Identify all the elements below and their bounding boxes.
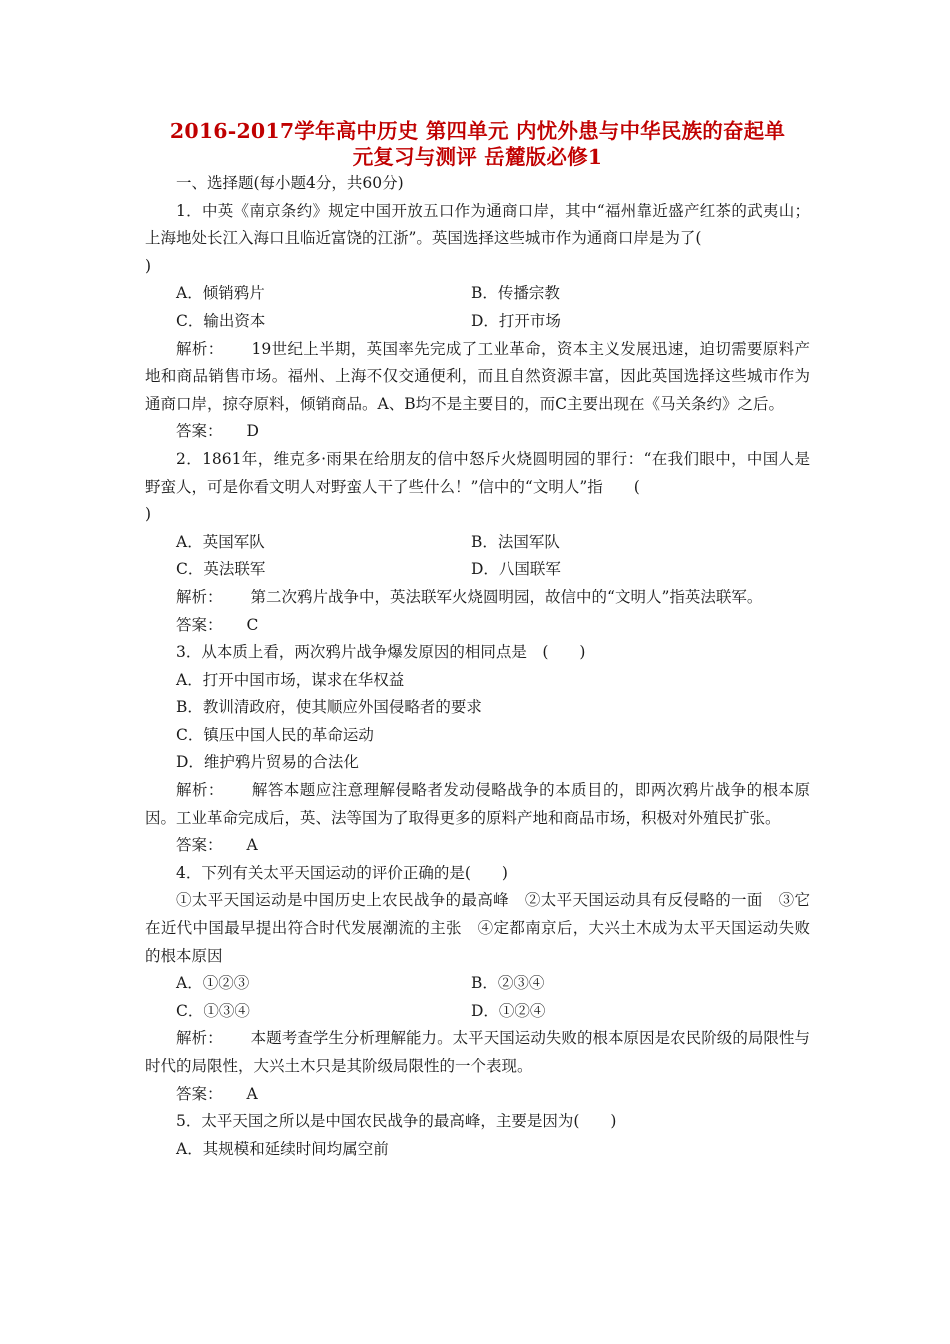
option-a: A．①②③ — [176, 974, 250, 993]
option-d: D．八国联军 — [471, 560, 561, 579]
option-b: B．法国军队 — [471, 532, 560, 551]
analysis-text: 解答本题应注意理解侵略者发动侵略战争的本质目的，即两次鸦片战争的根本原因。工业革命完成后，英、法等国为了取得更多的原料产地和商品市场，积极对外殖民扩张。 — [145, 781, 810, 827]
option-b: B．教训清政府，使其顺应外国侵略者的要求 — [176, 698, 482, 717]
option-d: D．维护鸦片贸易的合法化 — [176, 753, 359, 772]
question-5 — [145, 1108, 810, 1163]
answer — [145, 1081, 810, 1109]
analysis-text: 本题考查学生分析理解能力。太平天国运动失败的根本原因是农民阶级的局限性与时代的局限性，大兴土木只是其阶级局限性的一个表现。 — [145, 1029, 810, 1075]
question-1 — [145, 198, 810, 446]
option-c: C．英法联军 — [176, 560, 266, 579]
title-line-2: 元复习与测评 岳麓版必修1 — [352, 145, 603, 169]
answer-label: 答案： — [176, 1084, 223, 1103]
analysis-label: 解析： — [176, 1029, 223, 1048]
question-2 — [145, 446, 810, 639]
options-grid — [145, 280, 810, 335]
analysis-label: 解析： — [176, 587, 223, 606]
document-title — [145, 118, 810, 170]
analysis-label: 解析： — [176, 781, 224, 800]
section-heading: 一、选择题(每小题4分，共60分) — [176, 174, 404, 192]
options-grid — [145, 529, 810, 584]
answer-label: 答案： — [176, 836, 223, 855]
option-c: C．输出资本 — [176, 311, 266, 330]
answer-value: C — [246, 615, 259, 634]
answer-value: D — [246, 422, 259, 441]
option-d: D．打开市场 — [471, 311, 561, 330]
analysis-label: 解析： — [176, 339, 224, 358]
question-3 — [145, 639, 810, 860]
option-a: A．打开中国市场，谋求在华权益 — [176, 670, 405, 689]
option-a: A．倾销鸦片 — [176, 284, 265, 303]
question-stem-tail: ) — [145, 256, 152, 275]
analysis — [145, 777, 810, 832]
question-stem-tail: ) — [145, 505, 152, 524]
answer-value: A — [246, 836, 258, 855]
analysis — [145, 336, 810, 419]
answer-value: A — [246, 1084, 258, 1103]
answer — [145, 612, 810, 640]
answer — [145, 832, 810, 860]
options-grid — [145, 970, 810, 1025]
question-statements: ①太平天国运动是中国历史上农民战争的最高峰 ②太平天国运动具有反侵略的一面 ③它在近代中国最早提出符合时代发展潮流的主张 ④定都南京后，大兴土木成为太平天国运动失败的根本原因 — [145, 891, 810, 965]
option-b: B．②③④ — [471, 974, 545, 993]
option-a: A．英国军队 — [176, 532, 265, 551]
option-c: C．①③④ — [176, 1001, 250, 1020]
question-stem: 2．1861年，维克多·雨果在给朋友的信中怒斥火烧圆明园的罪行：“在我们眼中，中国人是野蛮人，可是你看文明人对野蛮人干了些什么！”信中的“文明人”指 ( — [145, 449, 810, 496]
analysis — [145, 584, 810, 612]
document-page — [145, 118, 810, 1163]
question-stem: 3．从本质上看，两次鸦片战争爆发原因的相同点是 ( ) — [176, 643, 586, 662]
option-d: D．①②④ — [471, 1001, 546, 1020]
analysis-text: 19世纪上半期，英国率先完成了工业革命，资本主义发展迅速，迫切需要原料产地和商品销售市场。福州、上海不仅交通便利，而且自然资源丰富，因此英国选择这些城市作为通商口岸，掠夺原料，倾销商品。A、B均不是主要目的，而C主要出现在《马关条约》之后。 — [145, 339, 810, 413]
analysis — [145, 1025, 810, 1080]
title-line-1: 2016-2017学年高中历史 第四单元 内忧外患与中华民族的奋起单 — [169, 119, 786, 143]
answer — [145, 418, 810, 446]
question-stem: 5．太平天国之所以是中国农民战争的最高峰，主要是因为( ) — [176, 1112, 617, 1131]
answer-label: 答案： — [176, 615, 223, 634]
option-c: C．镇压中国人民的革命运动 — [176, 725, 374, 744]
question-4 — [145, 860, 810, 1108]
answer-label: 答案： — [176, 422, 223, 441]
question-stem: 4．下列有关太平天国运动的评价正确的是( ) — [176, 863, 508, 882]
question-stem: 1．中英《南京条约》规定中国开放五口作为通商口岸，其中“福州靠近盛产红茶的武夷山；上海地处长江入海口且临近富饶的江浙”。英国选择这些城市作为通商口岸是为了( — [145, 201, 810, 248]
analysis-text: 第二次鸦片战争中，英法联军火烧圆明园，故信中的“文明人”指英法联军。 — [250, 587, 763, 606]
option-b: B．传播宗教 — [471, 284, 560, 303]
option-a: A．其规模和延续时间均属空前 — [176, 1139, 389, 1158]
